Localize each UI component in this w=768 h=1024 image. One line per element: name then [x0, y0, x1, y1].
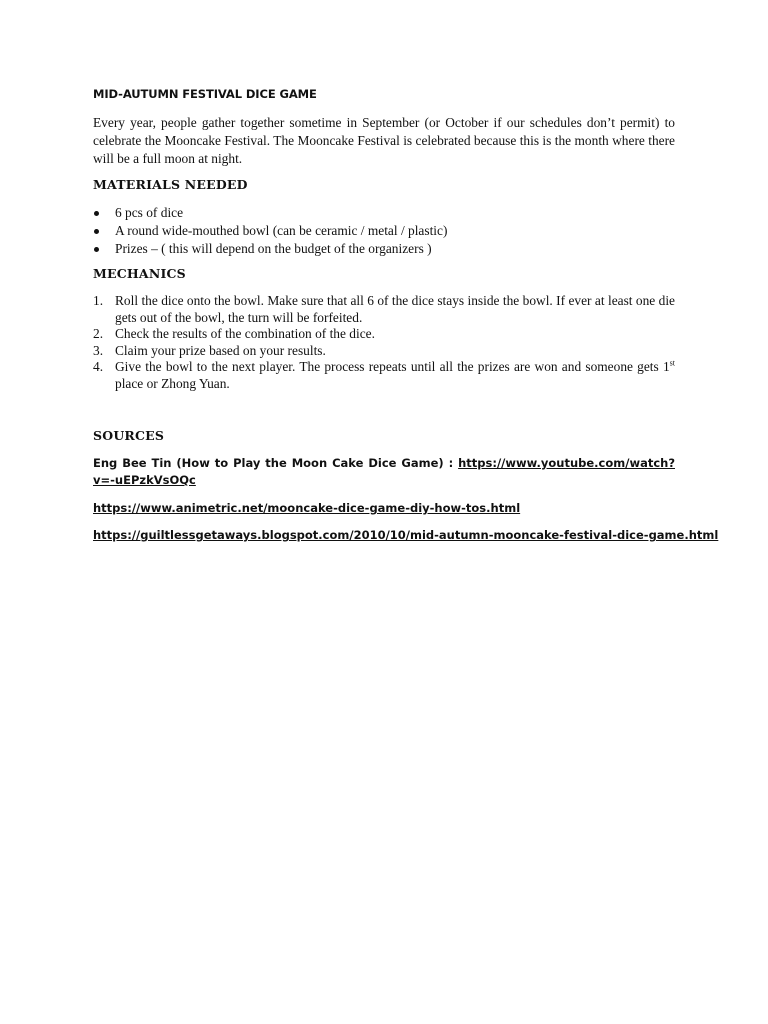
list-item-text: 6 pcs of dice: [115, 205, 184, 220]
list-item-text: Prizes – ( this will depend on the budget of the organizers ): [115, 241, 432, 256]
step-text-after: place or Zhong Yuan.: [115, 375, 230, 391]
list-item: [93, 204, 675, 222]
mechanics-steps: [93, 293, 675, 392]
step-number: 2.: [93, 326, 104, 341]
source-entry-2: [93, 500, 675, 517]
document-title: MID-AUTUMN FESTIVAL DICE GAME: [93, 87, 317, 101]
step-number: 1.: [93, 293, 104, 308]
step-text-before: Give the bowl to the next player. The process repeats until all the prizes are won and someone gets 1: [115, 359, 670, 374]
bullet-icon: [94, 211, 99, 216]
list-item: [93, 240, 675, 258]
bullet-icon: [94, 229, 99, 234]
mechanics-heading: MECHANICS: [93, 266, 186, 281]
intro-paragraph: Every year, people gather together sometime in September (or October if our schedules don’t permit) to celebrate the Mooncake Festival. The Mooncake Festival is celebrated because this is the month where there will be a full moon at night.: [93, 115, 675, 166]
step-text: Claim your prize based on your results.: [115, 342, 326, 358]
source-link-youtube[interactable]: https://www.youtube.com/watch?v=-uEPzkVsOQc: [93, 456, 675, 487]
source-entry-1: [93, 455, 675, 489]
step-item: [93, 359, 675, 392]
step-number: 4.: [93, 359, 104, 374]
step-item: [93, 343, 675, 360]
source-link-animetric[interactable]: https://www.animetric.net/mooncake-dice-game-diy-how-tos.html: [93, 501, 521, 515]
source-link-guiltlessgetaways[interactable]: https://guiltlessgetaways.blogspot.com/2010/10/mid-autumn-mooncake-festival-dice-game.html: [93, 528, 719, 542]
ordinal-suffix: st: [669, 358, 675, 368]
list-item-text: A round wide-mouthed bowl (can be ceramic / metal / plastic): [115, 223, 448, 238]
materials-list: [93, 204, 675, 258]
step-text: Roll the dice onto the bowl. Make sure that all 6 of the dice stays inside the bowl. If ever at least one die gets out of the bowl, the turn will be forfeited.: [115, 293, 675, 325]
source-label: Eng Bee Tin (How to Play the Moon Cake Dice Game) :: [93, 456, 459, 470]
materials-heading: MATERIALS NEEDED: [93, 177, 248, 192]
source-entry-3: [93, 527, 719, 544]
step-text: Check the results of the combination of the dice.: [115, 326, 375, 341]
list-item: [93, 222, 675, 240]
bullet-icon: [94, 247, 99, 252]
sources-heading: SOURCES: [93, 428, 165, 443]
step-item: [93, 326, 675, 343]
step-number: 3.: [93, 342, 104, 358]
step-item: [93, 293, 675, 326]
